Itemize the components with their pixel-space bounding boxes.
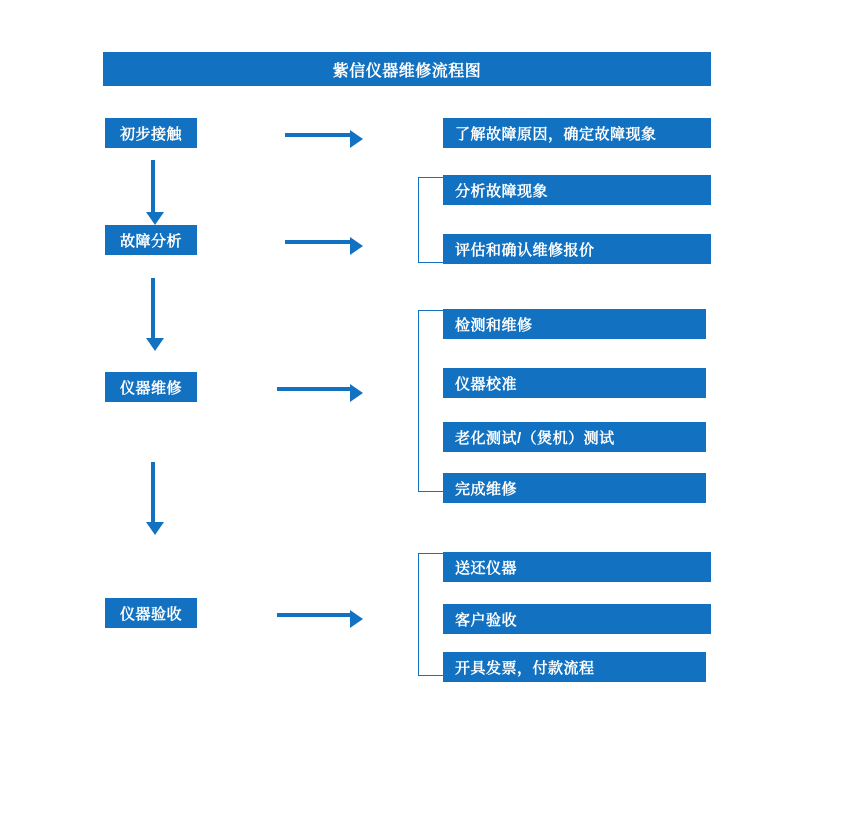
- arrow-right-stage2: [285, 240, 350, 244]
- arrow-right-stage1: [285, 133, 350, 137]
- detail-box-g3-1[interactable]: 仪器校准: [443, 368, 706, 398]
- detail-box-g4-0[interactable]: 送还仪器: [443, 552, 711, 582]
- detail-box-g3-2[interactable]: 老化测试/（煲机）测试: [443, 422, 706, 452]
- arrow-right-stage4: [277, 613, 350, 617]
- arrow-down-3: [151, 462, 155, 522]
- arrow-down-2: [151, 278, 155, 338]
- detail-box-g3-0[interactable]: 检测和维修: [443, 309, 706, 339]
- chart-title: 紫信仪器维修流程图: [103, 52, 711, 86]
- bracket-group2: [418, 177, 443, 263]
- detail-box-g1-0[interactable]: 了解故障原因，确定故障现象: [443, 118, 711, 148]
- stage-box-acceptance[interactable]: 仪器验收: [105, 598, 197, 628]
- stage-box-initial-contact[interactable]: 初步接触: [105, 118, 197, 148]
- stage-box-instrument-repair[interactable]: 仪器维修: [105, 372, 197, 402]
- detail-box-g2-0[interactable]: 分析故障现象: [443, 175, 711, 205]
- bracket-group3: [418, 310, 443, 492]
- detail-box-g4-2[interactable]: 开具发票，付款流程: [443, 652, 706, 682]
- bracket-group4: [418, 553, 443, 676]
- stage-box-fault-analysis[interactable]: 故障分析: [105, 225, 197, 255]
- detail-box-g2-1[interactable]: 评估和确认维修报价: [443, 234, 711, 264]
- detail-box-g4-1[interactable]: 客户验收: [443, 604, 711, 634]
- arrow-down-1: [151, 160, 155, 212]
- arrow-right-stage3: [277, 387, 350, 391]
- detail-box-g3-3[interactable]: 完成维修: [443, 473, 706, 503]
